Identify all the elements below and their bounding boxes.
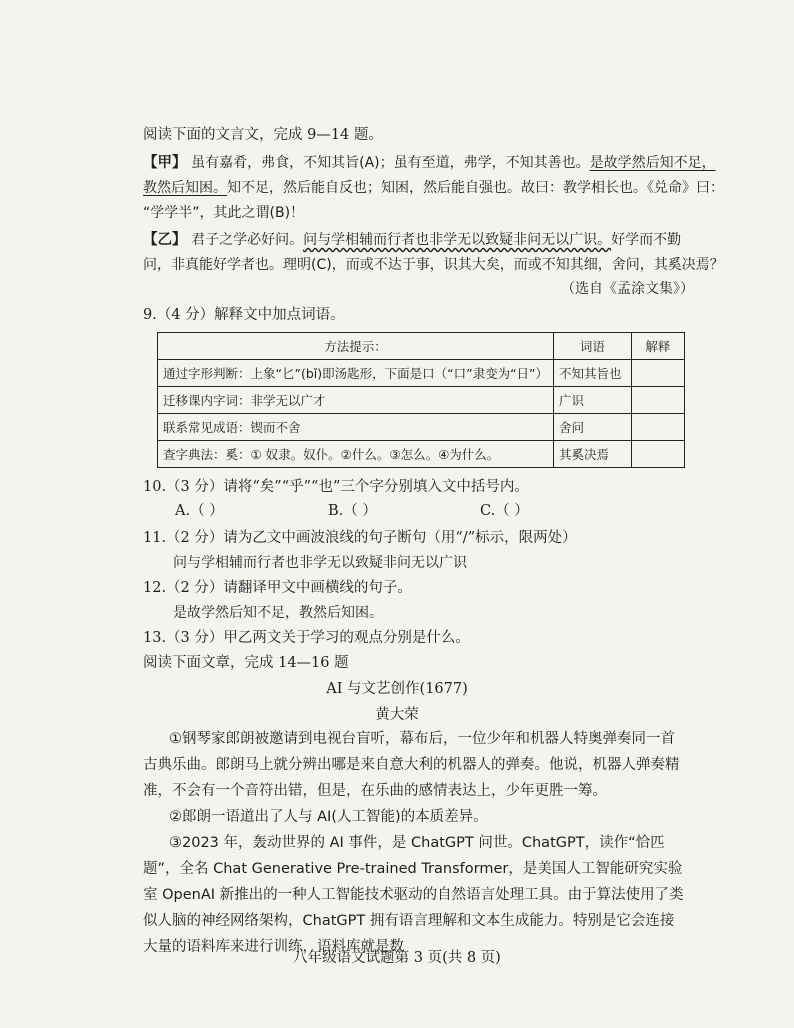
header-method: 方法提示： xyxy=(158,333,554,360)
jia-underlined-1: 是故学然后知不足， xyxy=(589,155,716,171)
q11-sentence: 问与学相辅而行者也非学无以致疑非问无以广识 xyxy=(173,555,467,571)
yi-label: 【乙】 xyxy=(143,231,187,248)
jia-line-2 xyxy=(143,177,724,199)
answer-cell[interactable] xyxy=(631,441,684,468)
q10-option-a[interactable]: A.（ ） xyxy=(175,503,224,519)
page-footer: 八年级语文试题第 3 页(共 8 页) xyxy=(293,950,501,966)
jia-line-1 xyxy=(143,152,716,174)
yi-line-2: 问，非真能好学者也。理明(C)，而或不达于事，识其大矣，而或不知其细，舍问，其奚决焉？ xyxy=(143,257,724,273)
jia-text-2: 知不足，然后能自反也；知困，然后能自强也。故曰：教学相长也。《兑命》曰： xyxy=(227,180,724,196)
q10-option-c[interactable]: C.（ ） xyxy=(480,503,529,519)
jia-text-1: 虽有嘉肴，弗食，不知其旨(A)；虽有至道，弗学，不知其善也。 xyxy=(191,155,590,171)
answer-cell[interactable] xyxy=(631,360,684,387)
article-paragraph-1: ①钢琴家郎朗被邀请到电视台盲听，幕布后，一位少年和机器人特奥弹奏同一首古典乐曲。郎朗马上就分辨出哪是来自意大利的机器人的弹奏。他说，机器人弹奏精准，不会有一个音符出错，但是，在乐曲的感情表达上，少年更胜一筹。 xyxy=(143,731,680,799)
jia-label: 【甲】 xyxy=(143,154,187,171)
table-row xyxy=(158,441,685,468)
reading2-intro: 阅读下面文章，完成 14—16 题 xyxy=(143,655,349,671)
word-cell: 其奚决焉 xyxy=(554,441,632,468)
article-paragraph-2: ②郎朗一语道出了人与 AI(人工智能)的本质差异。 xyxy=(169,809,488,825)
article-paragraph-3: ③2023 年，轰动世界的 AI 事件，是 ChatGPT 问世。ChatGPT，读作“恰匹题”，全名 Chat Generative Pre-trained Transformer，是美国人工智能研究实验室 OpenAI 新推出的一种人工智能技术驱动的自然语言处理工具。由于算法使用了类似人脑的神经网络架构，ChatGPT 拥有语言理解和文本生成能力。特别是它会连接大量的语料库来进行训练，语料库就是数 xyxy=(143,835,684,955)
yi-source: （选自《孟涂文集》） xyxy=(561,281,694,297)
q12-sentence: 是故学然后知不足，教然后知困。 xyxy=(173,605,383,621)
method-cell: 查字典法：奚：① 奴隶。奴仆。②什么。③怎么。④为什么。 xyxy=(158,441,554,468)
yi-tail: 好学而不勤 xyxy=(611,232,682,248)
table-header-row xyxy=(158,333,685,360)
header-answer: 解释 xyxy=(631,333,684,360)
method-cell: 通过字形判断：上象“匕”(bǐ)即汤匙形，下面是口（“口”隶变为“日”） xyxy=(158,360,554,387)
header-word: 词语 xyxy=(554,333,632,360)
word-cell: 舍问 xyxy=(554,414,632,441)
yi-text-1: 君子之学必好问。 xyxy=(191,232,304,248)
article-author: 黄大荣 xyxy=(375,707,419,723)
article-title: AI 与文艺创作(1677) xyxy=(326,681,468,697)
q10-option-b[interactable]: B.（ ） xyxy=(328,503,377,519)
yi-wavy-sentence: 问与学相辅而行者也非学无以致疑非问无以广识。 xyxy=(303,232,612,248)
jia-underlined-2: 教然后知困。 xyxy=(143,180,227,196)
word-cell: 广识 xyxy=(554,387,632,414)
q12-text: 12.（2 分）请翻译甲文中画横线的句子。 xyxy=(143,580,412,596)
reading-intro: 阅读下面的文言文，完成 9—14 题。 xyxy=(143,127,383,143)
table-row xyxy=(158,360,685,387)
q9-table xyxy=(157,332,685,468)
answer-cell[interactable] xyxy=(631,414,684,441)
yi-line-1 xyxy=(143,229,681,251)
q11-text: 11.（2 分）请为乙文中画波浪线的句子断句（用“/”标示，限两处） xyxy=(143,530,577,546)
q13-text: 13.（3 分）甲乙两文关于学习的观点分别是什么。 xyxy=(143,630,470,646)
q9-text: 9.（4 分）解释文中加点词语。 xyxy=(143,307,345,323)
q10-text: 10.（3 分）请将“矣”“乎”“也”三个字分别填入文中括号内。 xyxy=(143,479,529,495)
jia-line-3: “学学半”，其此之谓(B)！ xyxy=(143,205,305,221)
word-cell: 不知其旨也 xyxy=(554,360,632,387)
table-row xyxy=(158,414,685,441)
table-row xyxy=(158,387,685,414)
method-cell: 迁移课内字词：非学无以广才 xyxy=(158,387,554,414)
method-cell: 联系常见成语：锲而不舍 xyxy=(158,414,554,441)
answer-cell[interactable] xyxy=(631,387,684,414)
